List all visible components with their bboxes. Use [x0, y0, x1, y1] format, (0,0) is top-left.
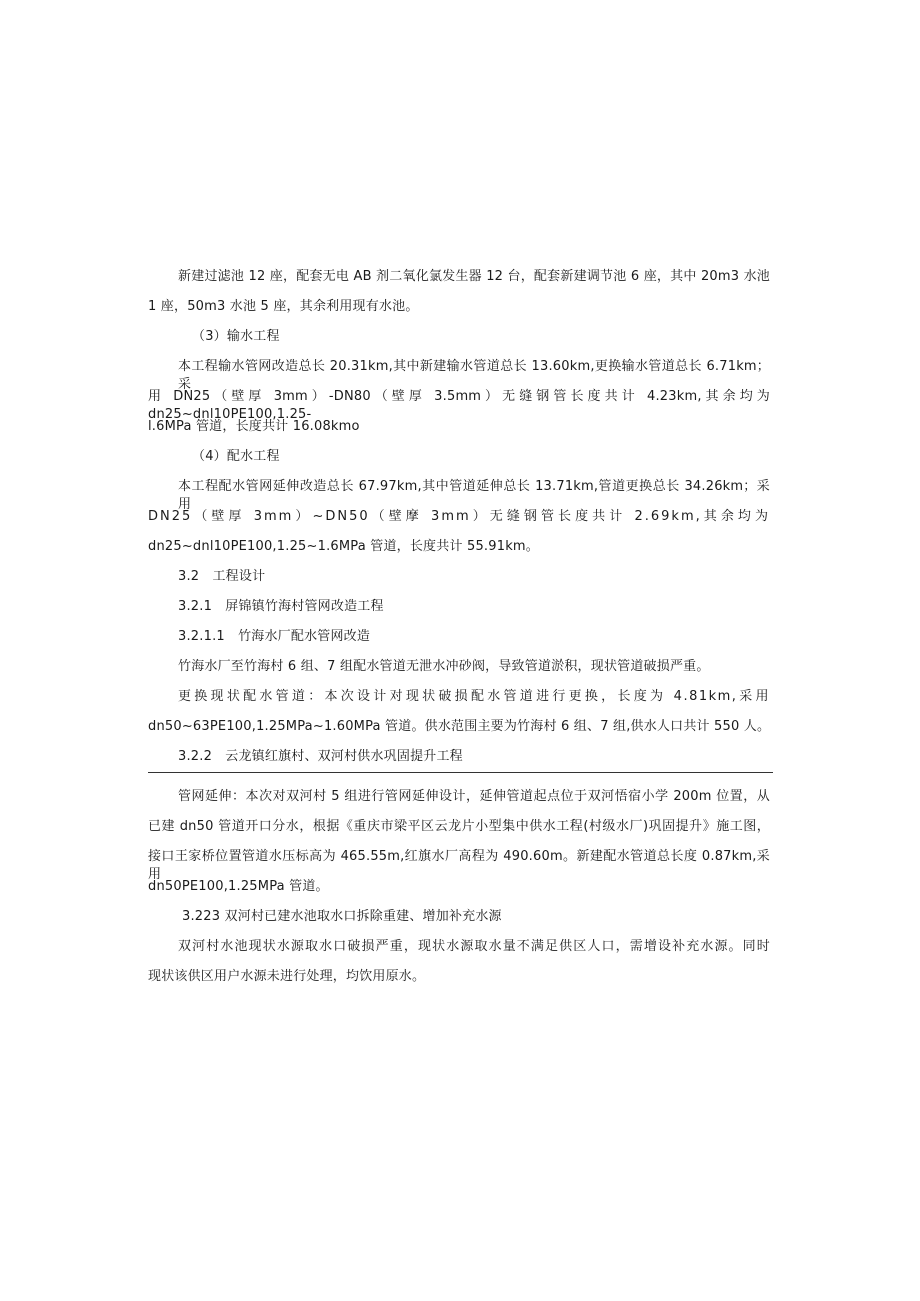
section-heading-3-2-1: 3.2.1 屏锦镇竹海村管网改造工程 — [178, 599, 384, 614]
paragraph-zhuhai-replace-line-2: dn50~63PE100,1.25MPa~1.60MPa 管道。供水范围主要为竹海村 6 组、7 组,供水人口共计 550 人。 — [148, 719, 771, 734]
paragraph-intake-line-1: 双河村水池现状水源取水口破损严重，现状水源取水量不满足供区人口，需增设补充水源。同时 — [178, 939, 770, 954]
paragraph-extension-line-2: 已建 dn50 管道开口分水，根据《重庆市梁平区云龙片小型集中供水工程(村级水厂)巩固提升》施工图， — [148, 819, 770, 834]
paragraph-transmission-line-2: 用 DN25（壁厚 3mm）-DN80（壁厚 3.5mm）无缝钢管长度共计 4.23km,其余均为 dn25~dnl10PE100,1.25- — [148, 389, 770, 422]
subheading-water-distribution: （4）配水工程 — [192, 449, 280, 464]
paragraph-zhuhai-replace-line-1: 更换现状配水管道：本次设计对现状破损配水管道进行更换，长度为 4.81km,采用 — [178, 689, 770, 704]
section-heading-3-2-2: 3.2.2 云龙镇红旗村、双河村供水巩固提升工程 — [178, 749, 463, 764]
section-heading-3-2: 3.2 工程设计 — [178, 569, 266, 584]
paragraph-extension-line-3: 接口王家桥位置管道水压标高为 465.55m,红旗水厂高程为 490.60m。新建配水管道总长度 0.87km,采用 — [148, 849, 770, 882]
paragraph-extension-line-4: dn50PE100,1.25MPa 管道。 — [148, 879, 329, 894]
paragraph-extension-line-1: 管网延伸：本次对双河村 5 组进行管网延伸设计，延伸管道起点位于双河悟宿小学 200m 位置，从 — [178, 789, 770, 804]
paragraph-distribution-line-3: dn25~dnl10PE100,1.25~1.6MPa 管道，长度共计 55.91km。 — [148, 539, 539, 554]
paragraph-transmission-line-3: l.6MPa 管道，长度共计 16.08kmo — [148, 419, 360, 434]
section-heading-3-2-1-1: 3.2.1.1 竹海水厂配水管网改造 — [178, 629, 371, 644]
paragraph-filter-pools-line-2: 1 座，50m3 水池 5 座，其余利用现有水池。 — [148, 299, 419, 314]
paragraph-intake-line-2: 现状该供区用户水源未进行处理，均饮用原水。 — [148, 969, 426, 984]
paragraph-transmission-line-1: 本工程输水管网改造总长 20.31km,其中新建输水管道总长 13.60km,更换输水管道总长 6.71km；采 — [178, 359, 770, 392]
subheading-water-transmission: （3）输水工程 — [192, 329, 280, 344]
paragraph-distribution-line-1: 本工程配水管网延伸改造总长 67.97km,其中管道延伸总长 13.71km,管道更换总长 34.26km；采用 — [178, 479, 770, 512]
section-heading-3-2-2-3: 3.223 双河村已建水池取水口拆除重建、增加补充水源 — [182, 909, 502, 924]
horizontal-rule — [148, 772, 773, 773]
paragraph-distribution-line-2: DN25（壁厚 3mm）~DN50（壁摩 3mm）无缝钢管长度共计 2.69km,其余均为 — [148, 509, 770, 524]
paragraph-zhuhai-issue: 竹海水厂至竹海村 6 组、7 组配水管道无泄水冲砂阀，导致管道淤积，现状管道破损严重。 — [178, 659, 710, 674]
paragraph-filter-pools-line-1: 新建过滤池 12 座，配套无电 AB 剂二氧化氯发生器 12 台，配套新建调节池 6 座，其中 20m3 水池 — [178, 269, 770, 284]
